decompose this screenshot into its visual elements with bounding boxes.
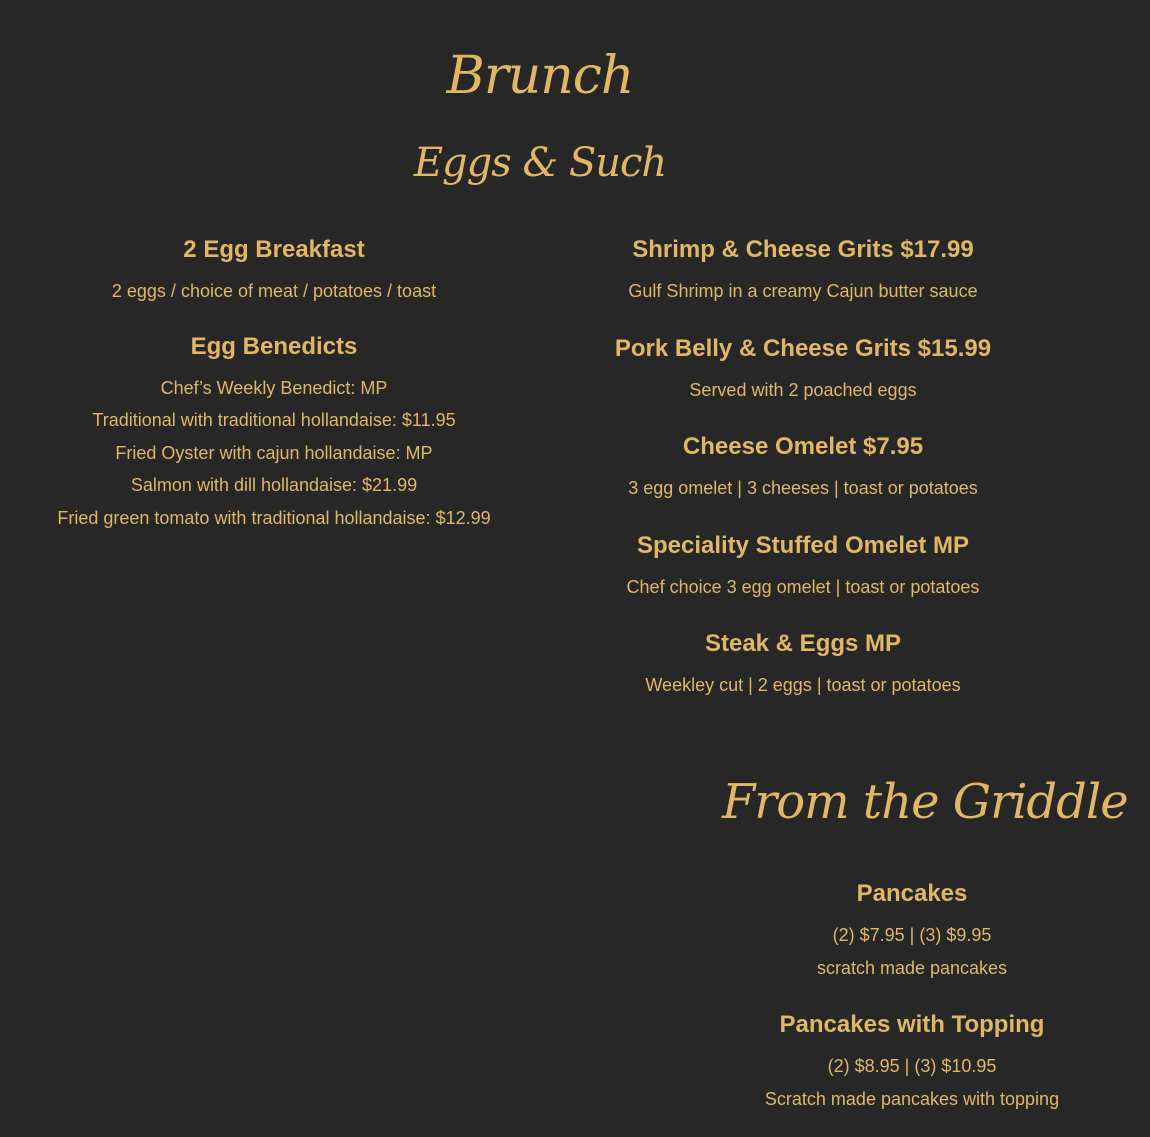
menu-item-pancakes: [722, 875, 1102, 984]
griddle-column: [722, 875, 1102, 1137]
menu-item-description: Scratch made pancakes with topping: [764, 1088, 1060, 1109]
menu-item-description: Traditional with traditional hollandaise: $11.95: [92, 410, 456, 430]
menu-item-title: Pancakes: [856, 880, 968, 907]
menu-item-egg-benedicts: [20, 328, 528, 535]
menu-item-title: Pork Belly & Cheese Grits $15.99: [614, 334, 992, 362]
menu-item-description: Fried green tomato with traditional hollandaise: $12.99: [57, 507, 491, 528]
menu-item-title: 2 Egg Breakfast: [183, 236, 365, 263]
menu-item-description: Chef choice 3 egg omelet | toast or potatoes: [626, 576, 980, 597]
menu-item-shrimp-grits: [568, 231, 1038, 308]
menu-item-description: scratch made pancakes: [816, 957, 1008, 978]
menu-item-description: Salmon with dill hollandaise: $21.99: [130, 475, 418, 495]
menu-item-pancakes-topping: [722, 1006, 1102, 1115]
menu-item-description: 2 eggs / choice of meat / potatoes / toast: [111, 281, 437, 301]
menu-item-description: Fried Oyster with cajun hollandaise: MP: [115, 442, 433, 463]
menu-item-price: (2) $7.95 | (3) $9.95: [832, 925, 992, 945]
menu-item-title: Steak & Eggs MP: [704, 630, 902, 657]
menu-item-description: Served with 2 poached eggs: [689, 379, 917, 400]
menu-item-2-egg-breakfast: [20, 231, 528, 308]
page-title: Brunch: [446, 46, 634, 106]
menu-item-pork-belly-grits: [568, 330, 1038, 407]
menu-item-description: Chef’s Weekly Benedict: MP: [160, 377, 388, 398]
menu-item-steak-eggs: [568, 625, 1038, 702]
menu-item-title: Shrimp & Cheese Grits $17.99: [632, 236, 974, 263]
menu-item-title: Speciality Stuffed Omelet MP: [636, 531, 970, 559]
menu-item-cheese-omelet: [568, 428, 1038, 505]
menu-item-title: Cheese Omelet $7.95: [682, 433, 924, 460]
menu-item-description: Weekley cut | 2 eggs | toast or potatoes: [645, 675, 961, 695]
eggs-left-column: [20, 231, 528, 554]
eggs-right-column: [568, 231, 1038, 724]
menu-item-stuffed-omelet: [568, 527, 1038, 604]
menu-item-title: Pancakes with Topping: [779, 1011, 1045, 1038]
menu-item-description: Gulf Shrimp in a creamy Cajun butter sauce: [628, 281, 978, 301]
menu-item-title: Egg Benedicts: [190, 332, 358, 360]
menu-item-description: 3 egg omelet | 3 cheeses | toast or potatoes: [628, 478, 978, 498]
section-heading-eggs: Eggs & Such: [413, 140, 667, 186]
menu-item-price: (2) $8.95 | (3) $10.95: [827, 1056, 997, 1076]
section-heading-griddle: From the Griddle: [722, 774, 1128, 830]
